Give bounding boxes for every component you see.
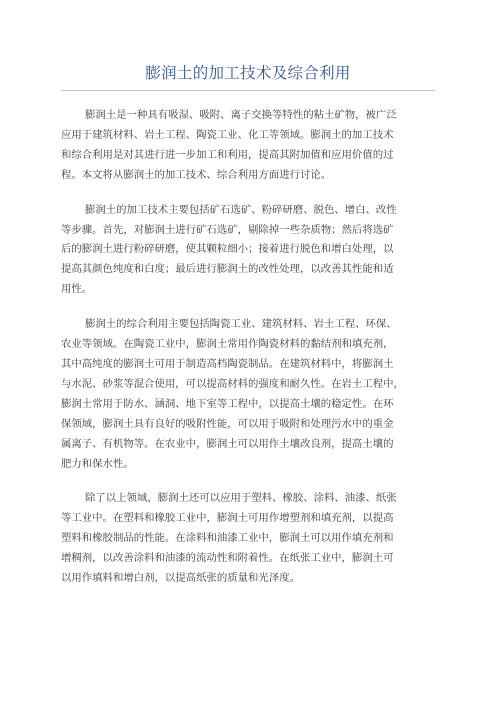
paragraph-line: 以用作填料和增白剂，以提高纸张的质量和光泽度。 bbox=[61, 572, 300, 585]
paragraph-line: 膨润土的综合利用主要包括陶瓷工业、建筑材料、岩土工程、环保、 bbox=[85, 318, 397, 331]
paragraph-line: 除了以上领域，膨润土还可以应用于塑料、橡胶、涂料、油漆、纸张 bbox=[85, 492, 397, 505]
paragraph-line: 应用于建筑材料、岩土工程、陶瓷工业、化工等领域。膨润土的加工技术 bbox=[61, 128, 394, 141]
paragraph-line: 肥力和保水性。 bbox=[61, 457, 134, 470]
paragraph-intro bbox=[61, 106, 435, 186]
paragraph-line: 保领域，膨润土具有良好的吸附性能，可以用于吸附和处理污水中的重金 bbox=[61, 417, 394, 430]
paragraph-line: 提高其颜色纯度和白度；最后进行膨润土的改性处理，以改善其性能和适 bbox=[61, 263, 394, 276]
paragraph-line: 塑料和橡胶制品的性能。在涂料和油漆工业中，膨润土可以用作填充剂和 bbox=[61, 532, 394, 545]
paragraph-line: 用性。 bbox=[61, 283, 93, 296]
paragraph-line: 农业等领域。在陶瓷工业中，膨润土常用作陶瓷材料的黏结剂和填充剂， bbox=[61, 338, 394, 351]
paragraph-line: 等步骤。首先，对膨润土进行矿石选矿，剔除掉一些杂质物；然后将选矿 bbox=[61, 223, 394, 236]
paragraph-line: 与水泥、砂浆等混合使用，可以提高材料的强度和耐久性。在岩土工程中， bbox=[61, 377, 404, 390]
paragraph-line: 后的膨润土进行粉碎研磨，使其颗粒细小；接着进行脱色和增白处理，以 bbox=[61, 243, 394, 256]
paragraph-utilization bbox=[61, 315, 435, 474]
paragraph-other-industries bbox=[61, 489, 435, 589]
title-divider bbox=[61, 90, 435, 91]
paragraph-line: 膨润土是一种具有吸湿、吸附、离子交换等特性的粘土矿物，被广泛 bbox=[85, 109, 397, 121]
paragraph-line: 程。本文将从膨润土的加工技术、综合利用方面进行讨论。 bbox=[61, 168, 332, 181]
paragraph-line: 其中高纯度的膨润土可用于制造高档陶瓷制品。在建筑材料中，将膨润土 bbox=[61, 357, 394, 370]
paragraph-processing bbox=[61, 201, 435, 301]
paragraph-line: 等工业中。在塑料和橡胶工业中，膨润土可用作增塑剂和填充剂，以提高 bbox=[61, 512, 394, 525]
paragraph-line: 膨润土常用于防水、涵洞、地下室等工程中，以提高土壤的稳定性。在环 bbox=[61, 397, 394, 410]
document-title: 膨润土的加工技术及综合利用 bbox=[145, 64, 351, 82]
paragraph-line: 和综合利用是对其进行进一步加工和利用，提高其附加值和应用价值的过 bbox=[61, 148, 394, 161]
paragraph-line: 增稠剂，以改善涂料和油漆的流动性和附着性。在纸张工业中，膨润土可 bbox=[61, 552, 394, 565]
paragraph-line: 膨润土的加工技术主要包括矿石选矿、粉碎研磨、脱色、增白、改性 bbox=[85, 203, 397, 216]
paragraph-line: 属离子、有机物等。在农业中，膨润土可以用作土壤改良剂，提高土壤的 bbox=[61, 437, 394, 450]
